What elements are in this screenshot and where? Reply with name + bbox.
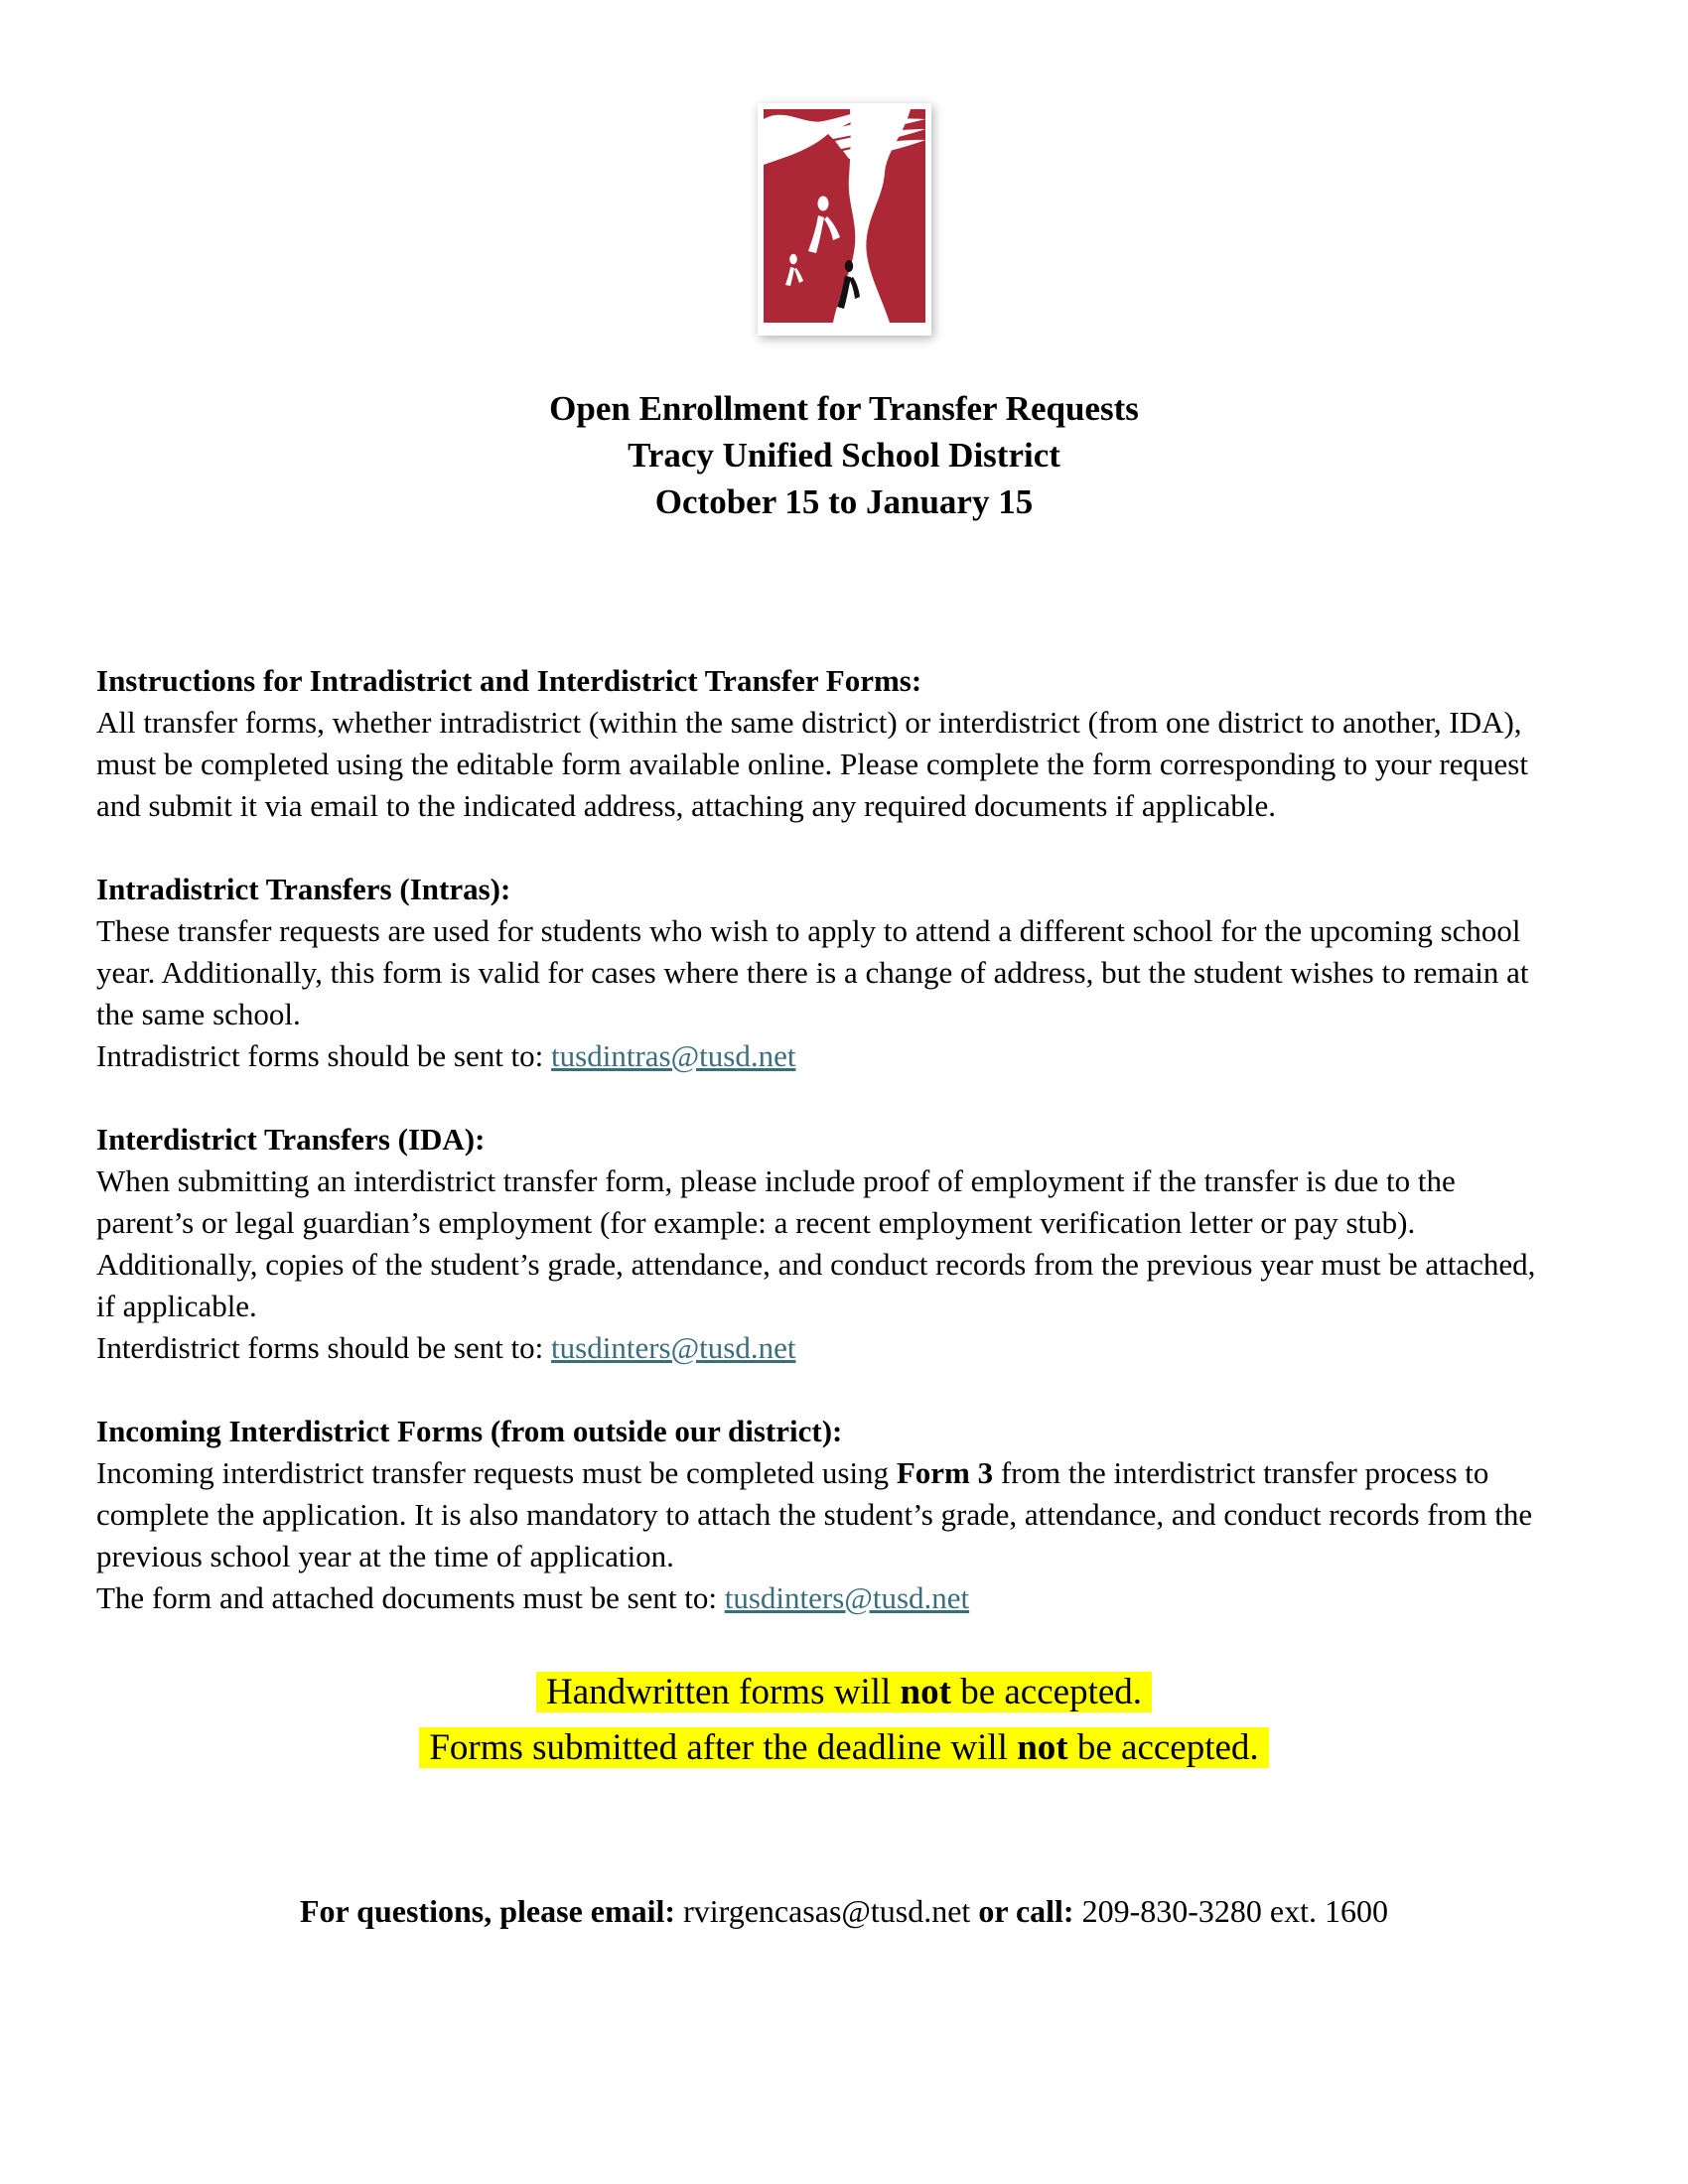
section-incoming-heading: Incoming Interdistrict Forms (from outside our district): [96, 1414, 843, 1448]
highlight-1-not: not [900, 1672, 951, 1712]
intradistrict-link-prefix: Intradistrict forms should be sent to: [96, 1038, 552, 1073]
interdistrict-link-prefix: Interdistrict forms should be sent to: [96, 1330, 552, 1365]
footer-call-label: or call: [978, 1893, 1074, 1929]
logo-row [0, 0, 1688, 336]
intradistrict-email-link[interactable]: tusdintras@tusd.net [551, 1038, 796, 1073]
interdistrict-email-link[interactable]: tusdinters@tusd.net [551, 1330, 796, 1365]
footer-email-value: rvirgencasas@tusd.net [683, 1893, 971, 1929]
section-interdistrict-body: When submitting an interdistrict transfer form, please include proof of employment if the transfer is due to the parent’s or legal guardian’s employment (for example: a recent employment verification letter or pay stub). Additionally, copies of the student’s grade, attendance, and conduct records from the previous year must be attached, if applicable. [96, 1163, 1536, 1323]
incoming-email-link[interactable]: tusdinters@tusd.net [724, 1580, 970, 1615]
title-block [0, 385, 1688, 525]
section-incoming [96, 1411, 1539, 1619]
incoming-body-post: from the interdistrict transfer process to complete the application. It is also mandatory to attach the student’s grade, attendance, and conduct records from the previous school year at the time of application. [96, 1455, 1533, 1573]
footer-contact-line [0, 1893, 1688, 1930]
section-incoming-body [96, 1452, 1539, 1577]
highlight-line-1 [536, 1672, 1152, 1712]
incoming-body-pre: Incoming interdistrict transfer requests must be completed using [96, 1455, 897, 1490]
section-intradistrict [96, 869, 1539, 1077]
footer-phone-value: 209-830-3280 ext. 1600 [1081, 1893, 1388, 1929]
highlight-1-post: be accepted. [950, 1672, 1143, 1712]
section-intradistrict-body: These transfer requests are used for students who wish to apply to attend a different school for the upcoming school year. Additionally, this form is valid for cases where there is a change of address, but the student wishes to remain at the same school. [96, 913, 1529, 1031]
highlight-line-2 [419, 1727, 1268, 1768]
title-line-2: Tracy Unified School District [628, 436, 1060, 475]
footer-email-label: For questions, please email: [300, 1893, 676, 1929]
section-instructions-heading: Instructions for Intradistrict and Interdistrict Transfer Forms: [96, 663, 922, 698]
district-logo-icon [764, 109, 925, 323]
title-line-1: Open Enrollment for Transfer Requests [549, 389, 1139, 428]
section-instructions-body: All transfer forms, whether intradistrict (within the same district) or interdistrict (from one district to another, IDA), must be completed using the editable form available online. Please complete the form corresponding to your request and submit it via email to the indicated address, attaching any required documents if applicable. [96, 705, 1528, 823]
incoming-body-form3: Form 3 [896, 1455, 994, 1490]
section-interdistrict [96, 1119, 1539, 1369]
section-instructions [96, 660, 1539, 827]
section-incoming-link-line [96, 1577, 1539, 1619]
highlight-1-pre: Handwritten forms will [545, 1672, 901, 1712]
section-intradistrict-link-line [96, 1035, 1539, 1077]
district-logo [758, 103, 931, 336]
section-interdistrict-heading: Interdistrict Transfers (IDA): [96, 1122, 486, 1157]
highlight-2-not: not [1017, 1727, 1068, 1768]
section-interdistrict-link-line [96, 1327, 1539, 1369]
content [96, 660, 1539, 1619]
highlight-2-post: be accepted. [1067, 1727, 1259, 1768]
highlight-2-pre: Forms submitted after the deadline will [429, 1727, 1018, 1768]
highlight-block [0, 1665, 1688, 1776]
section-intradistrict-heading: Intradistrict Transfers (Intras): [96, 872, 511, 906]
incoming-link-prefix: The form and attached documents must be sent to: [96, 1580, 725, 1615]
title-line-3: October 15 to January 15 [654, 482, 1034, 521]
